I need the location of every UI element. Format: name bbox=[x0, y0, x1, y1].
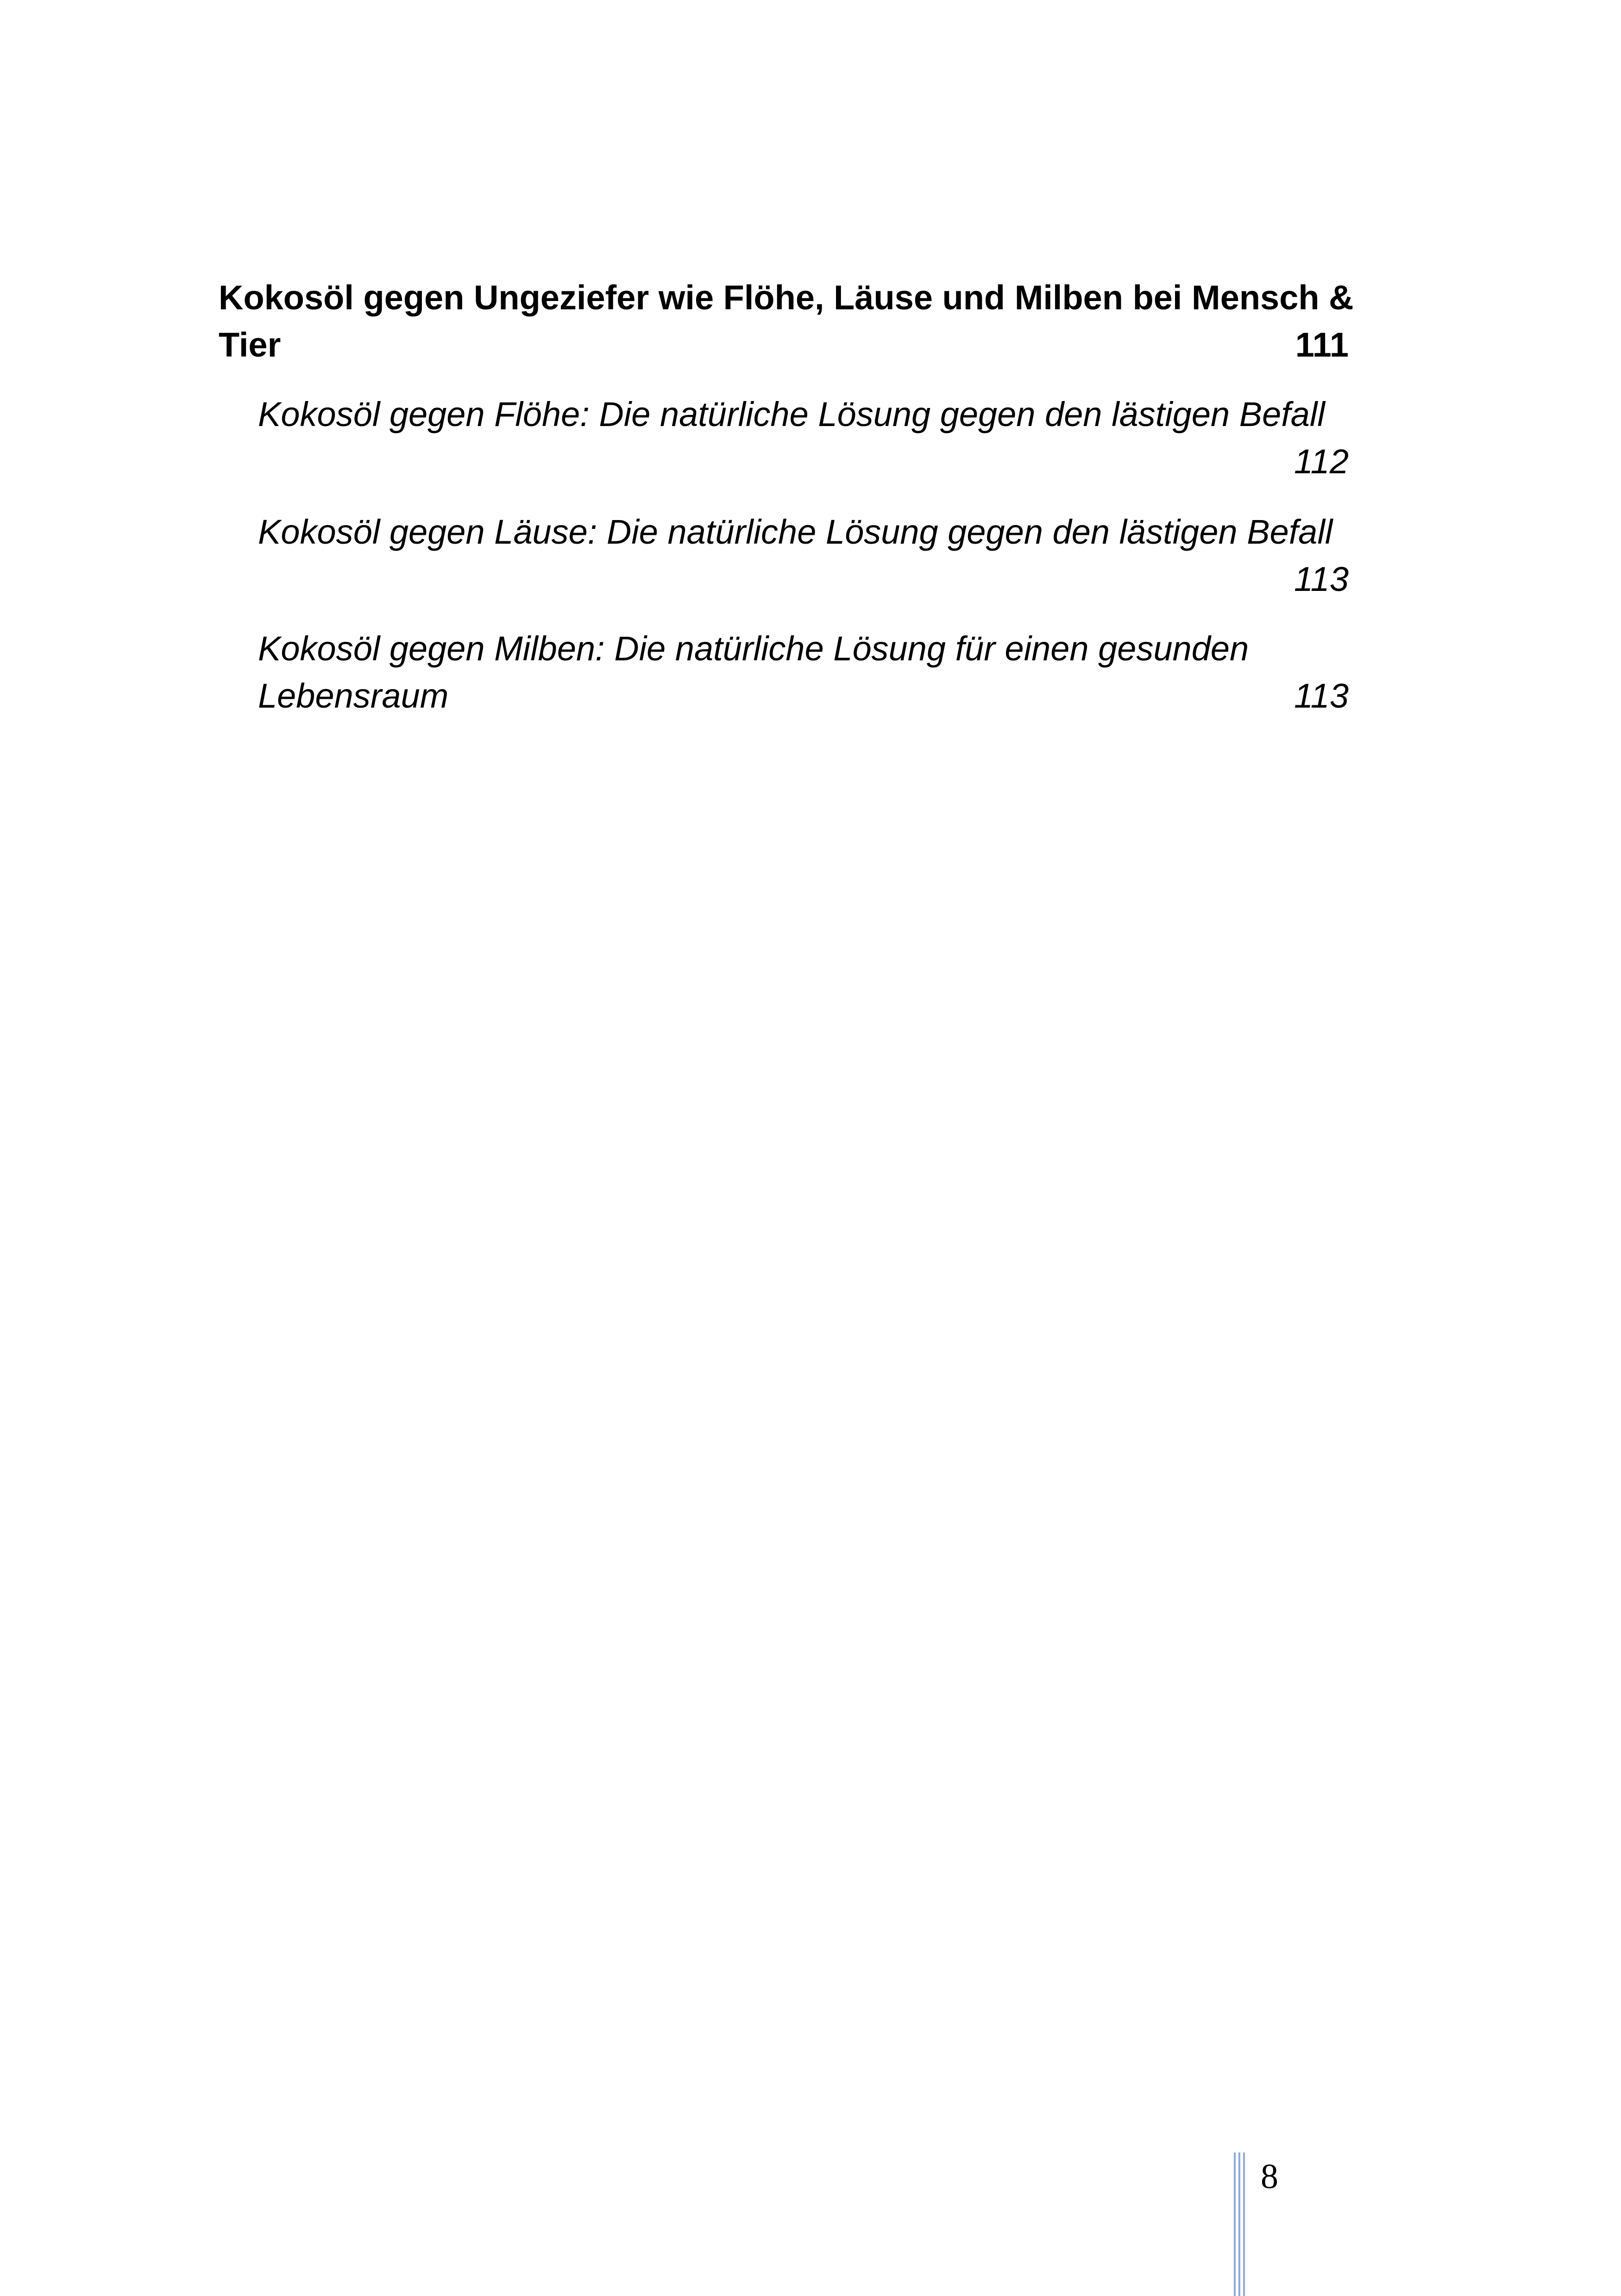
footer-rule bbox=[1238, 2152, 1240, 2296]
toc-subentry-page-number: 113 bbox=[1294, 560, 1349, 598]
toc-subentry[interactable] bbox=[258, 625, 1349, 720]
page-number: 8 bbox=[1261, 2157, 1278, 2196]
toc-subentry[interactable] bbox=[258, 508, 1349, 603]
toc-entry-main[interactable] bbox=[219, 274, 1354, 369]
toc-subentry-title: Kokosöl gegen Läuse: Die natürliche Lösung gegen den lästigen Befall bbox=[258, 513, 1333, 551]
footer-rule bbox=[1234, 2152, 1236, 2296]
toc-subentry[interactable] bbox=[258, 391, 1349, 485]
toc-subentry-title: Kokosöl gegen Milben: Die natürliche Lösung für einen gesunden bbox=[258, 629, 1249, 668]
footer-vertical-rules bbox=[1234, 2152, 1247, 2296]
toc-entry-title-continued: Tier bbox=[219, 326, 281, 364]
toc-entry-title: Kokosöl gegen Ungeziefer wie Flöhe, Läuse und Milben bei Mensch & bbox=[219, 278, 1354, 317]
toc-entry-page-number: 111 bbox=[1295, 326, 1349, 364]
toc-subentry-page-number: 112 bbox=[1294, 442, 1349, 481]
toc-subentry-title: Kokosöl gegen Flöhe: Die natürliche Lösung gegen den lästigen Befall bbox=[258, 395, 1325, 433]
toc-subentry-title-continued: Lebensraum bbox=[258, 677, 449, 715]
toc-subentry-page-number: 113 bbox=[1294, 677, 1349, 715]
footer-rule bbox=[1243, 2152, 1245, 2296]
